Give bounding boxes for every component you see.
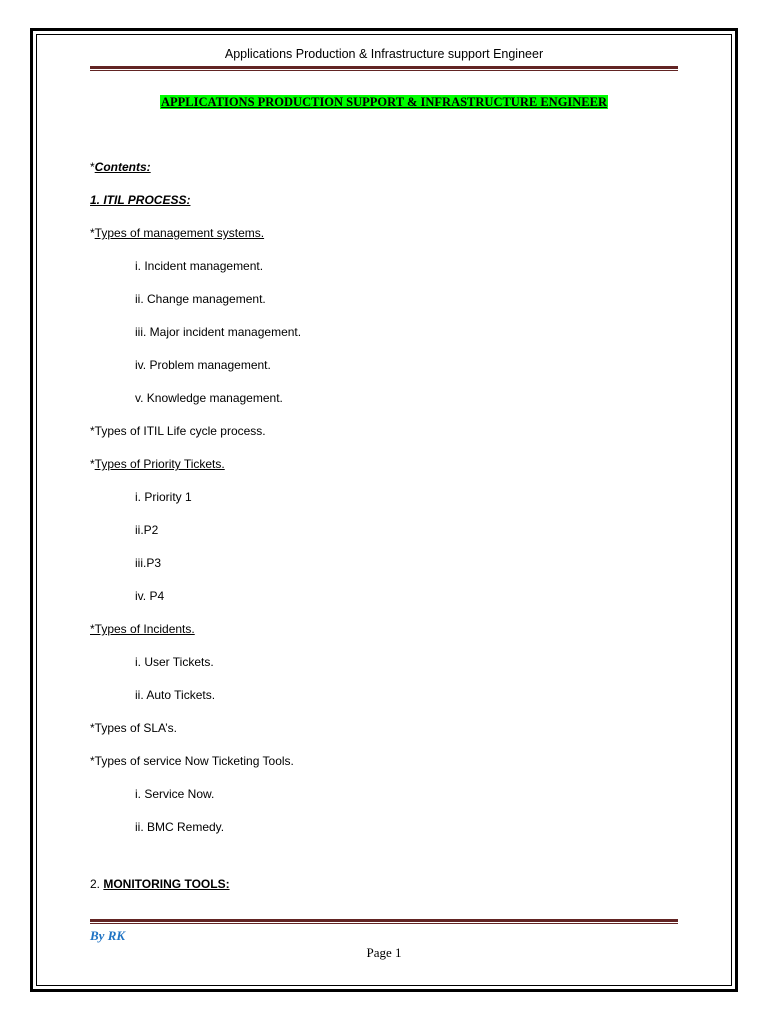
list-item: i. User Tickets. (135, 655, 214, 669)
list-item: v. Knowledge management. (135, 391, 283, 405)
list-item: iv. P4 (135, 589, 165, 603)
page-number: Page 1 (366, 945, 402, 960)
monitoring-label: MONITORING TOOLS: (103, 877, 230, 891)
monitoring-prefix: 2. (90, 877, 104, 891)
footer-author: By RK (90, 928, 126, 943)
ticketing-tools-heading: *Types of service Now Ticketing Tools. (90, 754, 294, 768)
list-item: iii. Major incident management. (135, 325, 302, 339)
list-item: iii.P3 (135, 556, 162, 570)
list-item: ii. Change management. (135, 292, 266, 306)
management-types-label: Types of management systems. (94, 226, 265, 240)
document-title: APPLICATIONS PRODUCTION SUPPORT & INFRASTRUCTURE ENGINEER (160, 95, 608, 109)
itil-lifecycle-heading: *Types of ITIL Life cycle process. (90, 424, 266, 438)
monitoring-tools-heading (90, 877, 230, 891)
priority-types-heading: *Types of Priority Tickets. (90, 457, 225, 471)
sla-types-heading: *Types of SLA’s. (90, 721, 177, 735)
list-item: iv. Problem management. (135, 358, 271, 372)
list-item: ii. Auto Tickets. (135, 688, 216, 702)
incident-types-heading: *Types of Incidents. (90, 622, 195, 636)
page-header: Applications Production & Infrastructure support Engineer (224, 47, 544, 61)
page-border-inner (36, 34, 732, 986)
list-item: ii.P2 (135, 523, 159, 537)
header-rule (90, 66, 678, 71)
priority-types-label: Types of Priority Tickets. (94, 457, 225, 471)
list-item: i. Priority 1 (135, 490, 192, 504)
contents-heading (90, 160, 151, 174)
contents-label: Contents: (94, 160, 151, 174)
contents-prefix: * (90, 160, 95, 174)
document-title-block (90, 93, 678, 111)
management-types-heading: *Types of management systems. (90, 226, 265, 240)
footer-rule (90, 919, 678, 924)
itil-process-heading: 1. ITIL PROCESS: (90, 193, 191, 207)
list-item: i. Service Now. (135, 787, 215, 801)
list-item: i. Incident management. (135, 259, 264, 273)
list-item: ii. BMC Remedy. (135, 820, 225, 834)
